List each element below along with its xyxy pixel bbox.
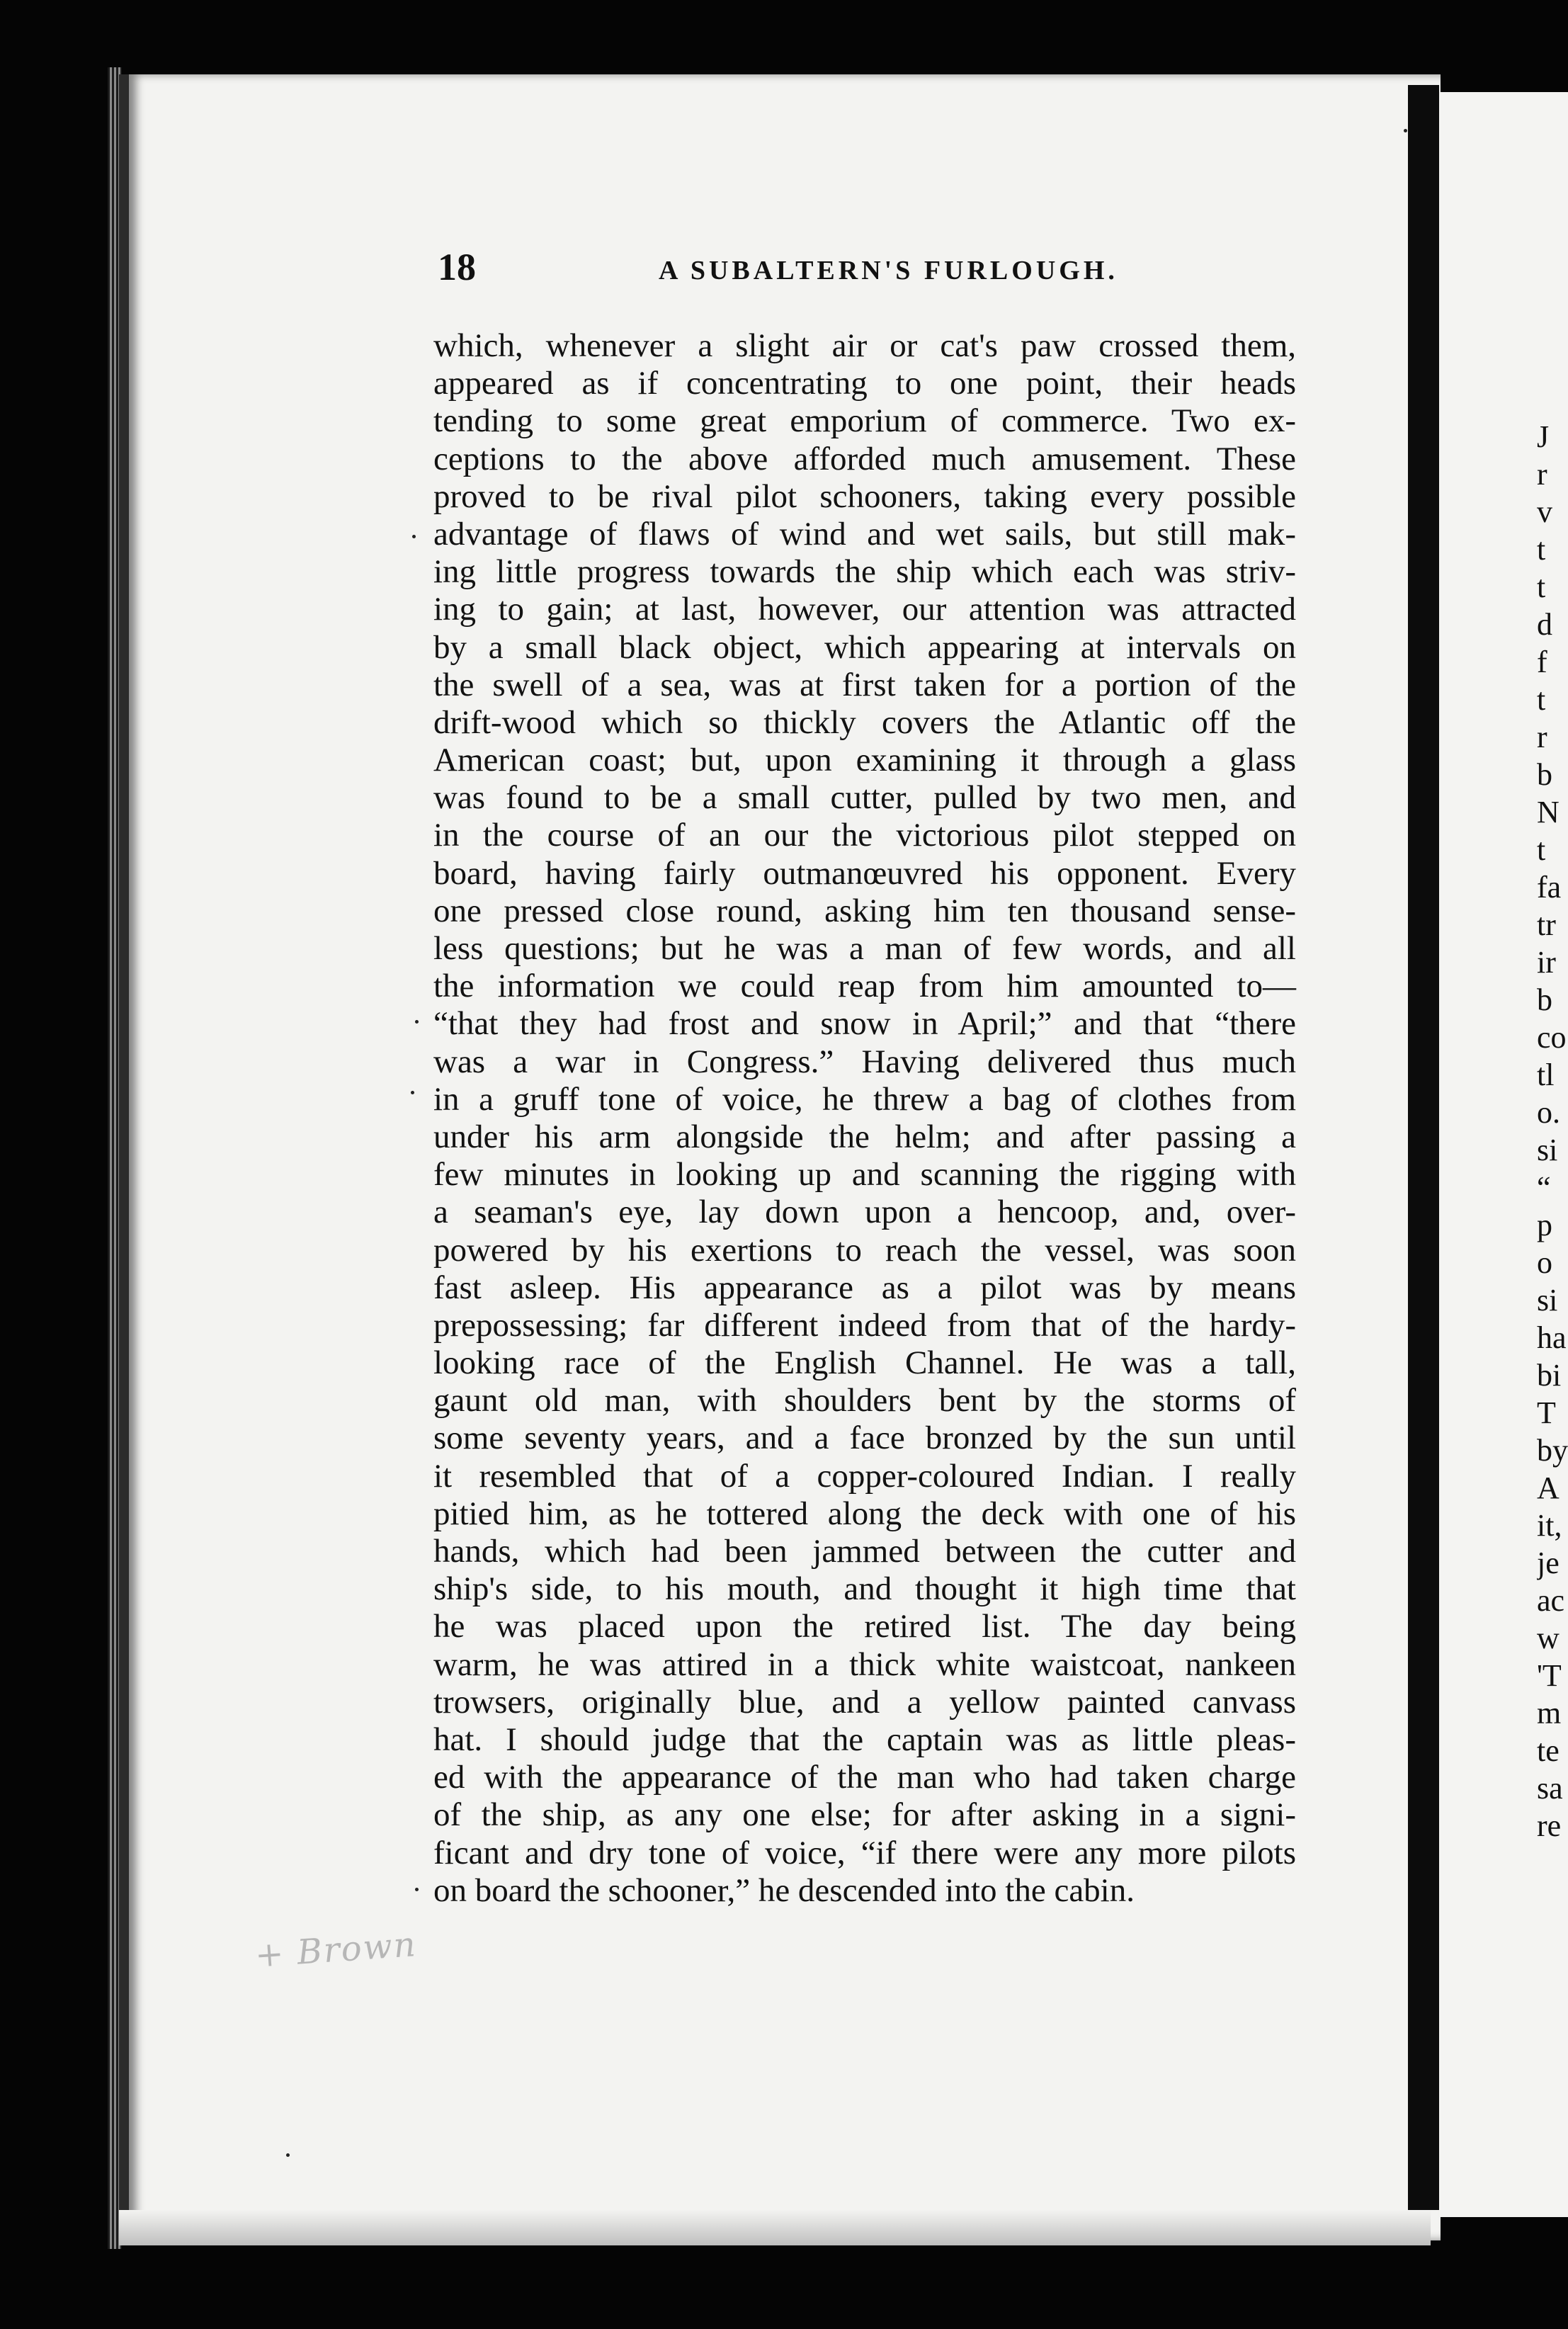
adjacent-page-fragment: T: [1537, 1395, 1556, 1430]
text-line: hat. I should judge that the captain was as little pleas-: [433, 1721, 1296, 1758]
adjacent-page-fragment: b: [1537, 982, 1552, 1017]
text-line: under his arm alongside the helm; and after passing a: [433, 1118, 1296, 1155]
adjacent-page-fragment: ha: [1537, 1320, 1567, 1355]
text-line: prepossessing; far different indeed from that of the hardy-: [433, 1306, 1296, 1344]
text-line: fast asleep. His appearance as a pilot was by means: [433, 1269, 1296, 1306]
adjacent-page-fragment: r: [1537, 720, 1547, 754]
adjacent-page-fragment: t: [1537, 570, 1546, 604]
text-line: the information we could reap from him amounted to—: [433, 968, 1296, 1005]
adjacent-page-text: [1537, 418, 1568, 1844]
text-line: was found to be a small cutter, pulled by two men, and: [433, 779, 1296, 817]
adjacent-page-fragment: J: [1537, 419, 1550, 454]
adjacent-page-fragment: te: [1537, 1733, 1560, 1768]
adjacent-page-fragment: si: [1537, 1283, 1558, 1318]
adjacent-page-fragment: by: [1537, 1433, 1568, 1468]
adjacent-page-fragment: ac: [1537, 1583, 1565, 1618]
adjacent-page-fragment: o: [1537, 1245, 1552, 1280]
text-line: ficant and dry tone of voice, “if there were any more pilots: [433, 1834, 1296, 1871]
text-line: it resembled that of a copper-coloured Indian. I really: [433, 1457, 1296, 1495]
margin-speck: [1404, 129, 1407, 132]
text-line: few minutes in looking up and scanning the rigging with: [433, 1156, 1296, 1194]
text-line: some seventy years, and a face bronzed by the sun until: [433, 1420, 1296, 1457]
adjacent-page-fragment: “: [1537, 1170, 1551, 1205]
adjacent-page-fragment: o.: [1537, 1095, 1560, 1130]
adjacent-page-fragment: d: [1537, 607, 1552, 642]
adjacent-page-fragment: t: [1537, 682, 1546, 717]
text-line: drift-wood which so thickly covers the Atlantic off the: [433, 703, 1296, 741]
adjacent-page-fragment: v: [1537, 494, 1552, 529]
text-line: gaunt old man, with shoulders bent by the storms of: [433, 1382, 1296, 1420]
margin-speck: [415, 1888, 419, 1891]
text-line: trowsers, originally blue, and a yellow painted canvass: [433, 1683, 1296, 1721]
adjacent-page-fragment: N: [1537, 795, 1560, 829]
text-line: a seaman's eye, lay down upon a hencoop, and, over-: [433, 1194, 1296, 1231]
adjacent-page-fragment: t: [1537, 832, 1546, 867]
adjacent-page-fragment: sa: [1537, 1771, 1563, 1806]
page-bottom-shadow: [119, 2210, 1431, 2245]
adjacent-page-fragment: je: [1537, 1546, 1560, 1580]
text-line: board, having fairly outmanœuvred his opponent. Every: [433, 854, 1296, 892]
margin-speck: [415, 1020, 419, 1024]
adjacent-page-fragment: re: [1537, 1808, 1562, 1843]
adjacent-page-fragment: 'T: [1537, 1658, 1562, 1693]
adjacent-page-fragment: b: [1537, 757, 1552, 792]
text-line: less questions; but he was a man of few words, and all: [433, 930, 1296, 967]
adjacent-page-fragment: f: [1537, 645, 1547, 679]
text-line: on board the schooner,” he descended into the cabin.: [433, 1871, 1135, 1909]
adjacent-page-fragment: r: [1537, 457, 1547, 492]
adjacent-page-fragment: fa: [1537, 870, 1562, 905]
adjacent-page-fragment: bi: [1537, 1358, 1562, 1393]
text-line: of the ship, as any one else; for after asking in a signi-: [433, 1796, 1296, 1834]
text-line: pitied him, as he tottered along the deck with one of his: [433, 1495, 1296, 1532]
text-line: warm, he was attired in a thick white waistcoat, nankeen: [433, 1645, 1296, 1683]
adjacent-page-fragment: ir: [1537, 945, 1556, 980]
text-line: one pressed close round, asking him ten thousand sense-: [433, 892, 1296, 929]
text-line: tending to some great emporium of commerce. Two ex-: [433, 402, 1296, 440]
margin-speck: [286, 2153, 290, 2157]
adjacent-page-fragment: tl: [1537, 1058, 1555, 1092]
text-line: looking race of the English Channel. He was a tall,: [433, 1344, 1296, 1382]
spine-gap: [1408, 85, 1439, 2210]
adjacent-page-fragment: w: [1537, 1621, 1560, 1655]
body-text: [433, 327, 1296, 1910]
text-line: was a war in Congress.” Having delivered thus much: [433, 1043, 1296, 1080]
adjacent-page-fragment: A: [1537, 1470, 1560, 1505]
text-line: by a small black object, which appearing at intervals on: [433, 628, 1296, 666]
adjacent-page-fragment: si: [1537, 1133, 1558, 1167]
text-line: he was placed upon the retired list. The day being: [433, 1608, 1296, 1645]
text-line: the swell of a sea, was at first taken for a portion of the: [433, 666, 1296, 703]
running-title: A SUBALTERN'S FURLOUGH.: [659, 256, 1118, 285]
text-line: advantage of flaws of wind and wet sails, but still mak-: [433, 515, 1296, 552]
adjacent-page-fragment: co: [1537, 1020, 1567, 1055]
text-line: which, whenever a slight air or cat's paw crossed them,: [433, 327, 1296, 364]
text-line: ing little progress towards the ship which each was striv-: [433, 553, 1296, 591]
text-line: hands, which had been jammed between the cutter and: [433, 1533, 1296, 1570]
text-line: ed with the appearance of the man who had taken charge: [433, 1759, 1296, 1796]
text-line: ceptions to the above afforded much amusement. These: [433, 440, 1296, 477]
adjacent-page-fragment: t: [1537, 532, 1546, 567]
text-line: in a gruff tone of voice, he threw a bag of clothes from: [433, 1080, 1296, 1118]
text-line: proved to be rival pilot schooners, taking every possible: [433, 477, 1296, 515]
text-line: powered by his exertions to reach the vessel, was soon: [433, 1231, 1296, 1269]
margin-speck: [411, 1091, 414, 1094]
text-line: American coast; but, upon examining it through a glass: [433, 742, 1296, 779]
adjacent-page-fragment: m: [1537, 1696, 1562, 1730]
text-line: “that they had frost and snow in April;” and that “there: [433, 1005, 1296, 1043]
margin-speck: [412, 535, 416, 538]
text-line: ship's side, to his mouth, and thought it high time that: [433, 1570, 1296, 1608]
adjacent-page-fragment: it,: [1537, 1508, 1562, 1543]
adjacent-page-fragment: p: [1537, 1208, 1552, 1242]
text-line: in the course of an our the victorious pilot stepped on: [433, 817, 1296, 854]
adjacent-page-fragment: tr: [1537, 907, 1556, 942]
text-line: ing to gain; at last, however, our attention was attracted: [433, 591, 1296, 628]
page-number: 18: [438, 246, 476, 288]
text-line: appeared as if concentrating to one point, their heads: [433, 365, 1296, 402]
pencil-margin-note: + Brown: [254, 1925, 419, 1976]
